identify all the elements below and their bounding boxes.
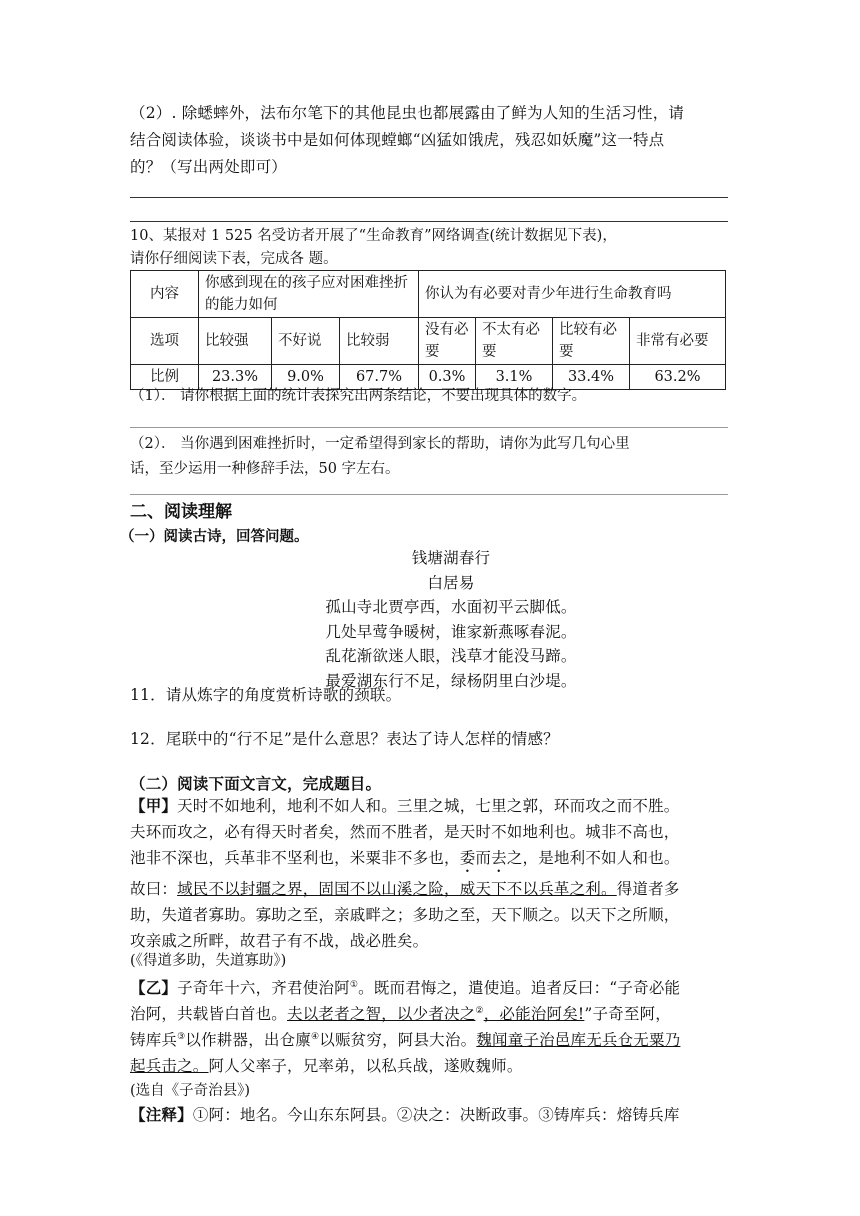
question-10-1: （1）． 请你根据上面的统计表探究出两条结论，不要出现具体的数字。 [130, 388, 587, 404]
table-cell-value: 63.2% [630, 365, 726, 390]
question-text-line: （2）. 除蟋蟀外，法布尔笔下的其他昆虫也都展露由了鲜为人知的生活习性，请 [130, 104, 685, 122]
dotted-char: 委 [459, 849, 476, 867]
question-text-line: 请你仔细阅读下表，完成各 题。 [130, 251, 338, 267]
table-cell-label: 选项 [131, 318, 199, 365]
answer-line [130, 221, 728, 222]
poem-title: 钱塘湖春行 [411, 549, 491, 567]
table-cell-option: 比较有必要 [553, 318, 630, 365]
table-cell-value: 67.7% [340, 365, 419, 390]
table-cell-value: 0.3% [419, 365, 476, 390]
question-text-line: （2）． 当你遇到困难挫折时，一定希望得到家长的帮助，请你为此写几句心里 [130, 436, 630, 452]
question-text-line: 的？（写出两处即可） [130, 158, 288, 176]
question-11: 11．请从炼字的角度赏析诗歌的颈联。 [130, 686, 402, 704]
table-cell-option: 不太有必要 [476, 318, 553, 365]
table-cell-question: 你感到现在的孩子应对困难挫折的能力如何 [199, 271, 419, 318]
section-heading: 二、阅读理解 [130, 502, 232, 522]
table-cell-value: 9.0% [272, 365, 340, 390]
annotation [130, 1101, 730, 1129]
table-cell-question: 你认为有必要对青少年进行生命教育吗 [419, 271, 726, 318]
footnote-marker: ③ [177, 1031, 186, 1042]
underlined-text: 域民不以封疆之界，固国不以山溪之险，威天下不以兵革之利。 [177, 880, 617, 898]
table-cell-option: 非常有必要 [630, 318, 726, 365]
table-cell-option: 没有必要 [419, 318, 476, 365]
survey-table [130, 270, 726, 390]
passage-line [130, 793, 730, 819]
poem-line: 乱花渐欲迷人眼，浅草才能没马蹄。 [325, 647, 577, 665]
question-text-line: 10、某报对 1 525 名受访者开展了“生命教育”网络调查(统计数据见下表)， [130, 228, 617, 244]
passage-text: 子奇年十六，齐君使治阿 [177, 979, 350, 997]
passage-line [130, 1027, 730, 1053]
question-text-line: 话，至少运用一种修辞手法，50 字左右。 [130, 461, 400, 477]
passage-jia [130, 793, 730, 954]
passage-tag: 【乙】 [130, 978, 178, 997]
table-cell-value: 3.1% [476, 365, 553, 390]
table-cell-option: 比较弱 [340, 318, 419, 365]
passage-tag: 【甲】 [130, 796, 178, 815]
underlined-text: 起兵击之。 [130, 1057, 209, 1075]
footnote-marker: ④ [311, 1031, 320, 1042]
passage-yi [130, 975, 730, 1079]
table-cell-option: 比较强 [199, 318, 272, 365]
poem-line: 最爱湖东行不足，绿杨阴里白沙堤。 [325, 671, 577, 690]
passage-line [130, 975, 730, 1001]
table-row [131, 318, 726, 365]
table-cell-option: 不好说 [272, 318, 340, 365]
poem-line: 几处早莺争暖树，谁家新燕啄春泥。 [325, 622, 577, 641]
question-9-2 [130, 100, 730, 181]
dotted-char: 去 [491, 849, 507, 867]
passage-text: 铸库兵 [130, 1031, 178, 1049]
passage-text: 阿人父率子，兄率弟，以私兵战，遂败魏师。 [208, 1057, 523, 1075]
annotation-text: ①阿：地名。今山东东阿县。②决之：决断政事。③铸库兵：熔铸兵库 [192, 1106, 680, 1124]
passage-text: 得道者多 [616, 880, 680, 898]
underlined-text: 夫以老者之智，以少者决之 [287, 1005, 476, 1023]
poem [130, 546, 728, 693]
question-10-2 [130, 432, 730, 482]
answer-line [130, 197, 728, 198]
passage-line: 夫环而攻之，必有得天时者矣，然而不胜者，是天时不如地利也。城非不高也， [130, 823, 680, 841]
answer-line [130, 494, 728, 495]
passage-line: 攻亲戚之所畔，故君子有不战，战必胜矣。 [130, 932, 429, 950]
table-cell-value: 23.3% [199, 365, 272, 390]
passage-line [130, 1001, 730, 1027]
passage-line: 助，失道者寡助。寡助之至，亲戚畔之；多助之至，天下顺之。以天下之所顺， [130, 906, 680, 924]
answer-line [130, 427, 728, 428]
passage-text: 以赈贫穷，阿县大治。 [319, 1031, 477, 1049]
passage-line [130, 845, 730, 876]
subsection-heading: （二）阅读下面文言文，完成题目。 [130, 774, 382, 793]
passage-line [130, 1053, 730, 1079]
footnote-marker: ① [349, 979, 359, 990]
underlined-text: 魏闻童子治邑库无兵仓无粟乃 [476, 1031, 681, 1049]
subsection-heading: （一）阅读古诗，回答问题。 [120, 528, 309, 545]
question-12: 12．尾联中的“行不足”是什么意思？表达了诗人怎样的情感？ [130, 730, 559, 748]
passage-text: ”子奇至阿， [584, 1005, 671, 1023]
table-cell-label: 比例 [131, 365, 199, 390]
passage-text: 以作耕器，出仓廪 [185, 1031, 311, 1049]
passage-text: 池非不深也，兵革非不坚利也，米粟非不多也， [130, 849, 460, 867]
table-cell-value: 33.4% [553, 365, 630, 390]
footnote-marker: ② [475, 1005, 484, 1016]
passage-text: 而 [475, 849, 492, 867]
passage-text: 。既而君悔之，遣使追。追者反曰：“子奇必能 [358, 979, 681, 997]
annotation-tag: 【注释】 [130, 1105, 193, 1124]
passage-line [130, 876, 730, 902]
poem-author: 白居易 [427, 573, 475, 592]
poem-line: 孤山寺北贾亭西，水面初平云脚低。 [325, 598, 577, 616]
passage-text: 之，是地利不如人和也。 [506, 849, 680, 867]
question-text-line: 结合阅读体验，谈谈书中是如何体现螳螂“凶猛如饿虎，残忍如妖魔”这一特点 [130, 131, 665, 149]
passage-source: (选自《子奇治县》) [130, 1083, 251, 1099]
passage-source: (《得道多助，失道寡助》) [130, 953, 287, 969]
underlined-text: ，必能治阿矣! [483, 1005, 585, 1023]
question-10 [130, 225, 730, 271]
passage-text: 故曰： [130, 880, 178, 898]
passage-text: 天时不如地利，地利不如人和。三里之城，七里之郭，环而攻之而不胜。 [177, 797, 680, 815]
table-row [131, 271, 726, 318]
table-cell-label: 内容 [131, 271, 199, 318]
passage-text: 治阿，共载皆白首也。 [130, 1005, 288, 1023]
